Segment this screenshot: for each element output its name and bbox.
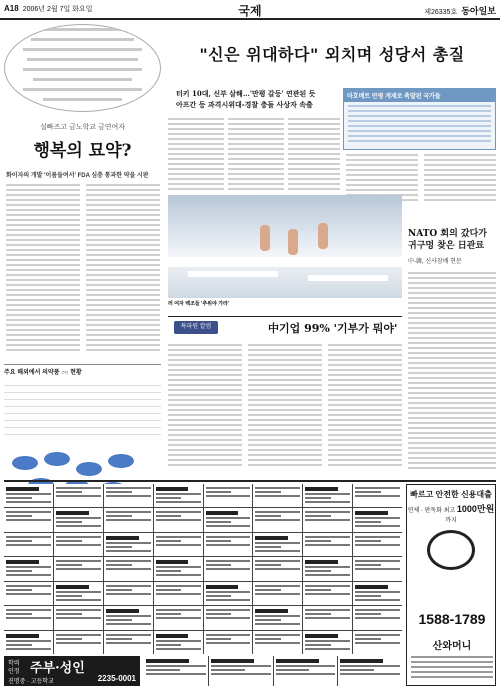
flower-icon (427, 530, 475, 570)
ad-cell[interactable] (253, 557, 302, 580)
ad-cell[interactable] (303, 484, 352, 507)
ad-cell[interactable] (104, 484, 153, 507)
ad-cell[interactable] (204, 582, 253, 605)
left-table-box (4, 364, 161, 442)
ad-cell[interactable] (303, 533, 352, 556)
ad-cell[interactable] (104, 606, 153, 629)
left-text-col2 (86, 184, 160, 354)
loan-ad-brand: 산와머니 (432, 641, 472, 652)
article-col-2 (228, 118, 284, 193)
left-subtitle: 화이자의 개발 '이름들여서' FDA 심층 통과한 약을 시판 (6, 173, 149, 179)
loan-ad-sub: 연체 · 판독화 최고 1000만원 까지 (407, 504, 495, 524)
ad-cell[interactable] (303, 606, 352, 629)
nato-text (408, 272, 496, 472)
left-column (4, 24, 161, 544)
column-headline: 中기업 99% '기부가 뭐야' (268, 322, 398, 335)
page-header (0, 0, 500, 20)
page-info (4, 4, 92, 14)
nato-subhead: 中-韓, 신사참배 현문 (408, 259, 462, 265)
column-text-2 (248, 344, 322, 469)
ad-cell[interactable] (154, 557, 203, 580)
article-col-3 (288, 118, 340, 193)
ad-cell[interactable] (253, 631, 302, 654)
section-title: 국제 (238, 4, 262, 18)
left-kicker: 설빠즈고 금노학교 금연여자 (39, 124, 126, 131)
ad-cell[interactable] (154, 533, 203, 556)
ad-cell[interactable] (54, 557, 103, 580)
info-box-title: 마호메트 만평 게재로 촉발된 국가들 (344, 89, 495, 102)
loan-ad-amount: 1000만원 (456, 504, 495, 514)
ad-cell[interactable] (154, 582, 203, 605)
ad-cell[interactable] (54, 484, 103, 507)
main-headline: "신은 위대하다" 외치며 성당서 총질 (199, 45, 465, 64)
ad-cell[interactable] (54, 508, 103, 531)
ad-cell[interactable] (4, 557, 53, 580)
deck-line-2: 아프간 등 과격시위대-경찰 충돌 사상자 속출 (176, 100, 313, 109)
ad-cell[interactable] (353, 533, 402, 556)
ad-cell[interactable] (353, 557, 402, 580)
ad-cell[interactable] (253, 582, 302, 605)
ad-cell[interactable] (303, 631, 352, 654)
info-box (343, 88, 496, 150)
ad-cell[interactable] (54, 582, 103, 605)
ad-cell[interactable] (353, 484, 402, 507)
main-deck (176, 88, 336, 110)
school-ad-name: 주부·성인 (30, 661, 85, 676)
photo-caption-title: 러 여자 백조들 '추위야 가라' (168, 301, 230, 307)
column-tag: 특파원 칼럼 (174, 321, 218, 334)
ad-grid (4, 484, 402, 654)
school-ad-side: 학력 인정 (8, 661, 20, 675)
loan-ad[interactable] (406, 484, 496, 686)
ad-cell[interactable] (104, 582, 153, 605)
nato-headline: NATO 회의 갔다가 귀구멍 찾은 日관료 (408, 229, 487, 251)
deck-line-1: 터키 10대, 신부 살해…'만평 갈등' 연관된 듯 (176, 89, 316, 98)
ad-cell[interactable] (353, 606, 402, 629)
ad-cell[interactable] (338, 656, 402, 686)
left-text-col1 (6, 184, 80, 354)
oval-illustration (4, 24, 161, 112)
column-band (168, 316, 402, 338)
ad-cell[interactable] (4, 508, 53, 531)
page-number: A18 (4, 4, 19, 13)
ad-cell[interactable] (253, 606, 302, 629)
article-col-1 (168, 118, 224, 193)
ad-cell[interactable] (154, 484, 203, 507)
left-table (4, 378, 161, 435)
newspaper-name: 동아일보 (461, 6, 496, 16)
ad-cell[interactable] (154, 508, 203, 531)
article-col-5 (424, 154, 496, 204)
ad-cell[interactable] (154, 606, 203, 629)
ad-cell[interactable] (104, 631, 153, 654)
ad-cell[interactable] (54, 606, 103, 629)
ad-cell[interactable] (253, 508, 302, 531)
ad-cell[interactable] (204, 606, 253, 629)
ad-cell[interactable] (154, 631, 203, 654)
masthead (424, 4, 496, 17)
ad-cell[interactable] (104, 508, 153, 531)
ad-cell[interactable] (4, 533, 53, 556)
ad-cell[interactable] (353, 582, 402, 605)
ad-cell[interactable] (204, 533, 253, 556)
news-photo (168, 195, 402, 298)
school-ad-phone: 2235-0001 (97, 674, 136, 683)
ad-cell[interactable] (204, 508, 253, 531)
classified-ads (4, 480, 496, 686)
ad-cell[interactable] (253, 484, 302, 507)
column-text-3 (328, 344, 402, 469)
left-table-title: 주요 해외에서 의약품 ○○ 현황 (4, 370, 82, 376)
ad-cell[interactable] (253, 533, 302, 556)
ad-cell[interactable] (204, 484, 253, 507)
ad-cell[interactable] (4, 582, 53, 605)
ad-cell[interactable] (54, 533, 103, 556)
bottom-ads (144, 656, 402, 686)
ad-cell[interactable] (4, 484, 53, 507)
school-ad-place: 진명중 · 고등학교 (8, 679, 54, 685)
ad-cell[interactable] (274, 656, 338, 686)
ad-cell[interactable] (303, 557, 352, 580)
ad-cell[interactable] (104, 557, 153, 580)
loan-ad-title: 빠르고 안전한 신용대출 (410, 490, 492, 499)
loan-ad-phone: 1588-1789 (418, 611, 486, 627)
ad-cell[interactable] (353, 631, 402, 654)
ad-cell[interactable] (303, 582, 352, 605)
ad-cell[interactable] (209, 656, 273, 686)
ad-cell[interactable] (4, 606, 53, 629)
issue-number: 제26335호 (424, 9, 458, 16)
ad-cell[interactable] (204, 631, 253, 654)
page-date: 2006년 2월 7일 화요일 (22, 6, 93, 13)
ad-cell[interactable] (303, 508, 352, 531)
ad-cell[interactable] (144, 656, 208, 686)
ad-cell[interactable] (4, 631, 53, 654)
ad-cell[interactable] (104, 533, 153, 556)
column-text-1 (168, 344, 242, 469)
ad-cell[interactable] (54, 631, 103, 654)
school-ad[interactable] (4, 656, 140, 686)
ad-cell[interactable] (204, 557, 253, 580)
ad-cell[interactable] (353, 508, 402, 531)
left-title: 행복의 묘약? (33, 141, 132, 161)
